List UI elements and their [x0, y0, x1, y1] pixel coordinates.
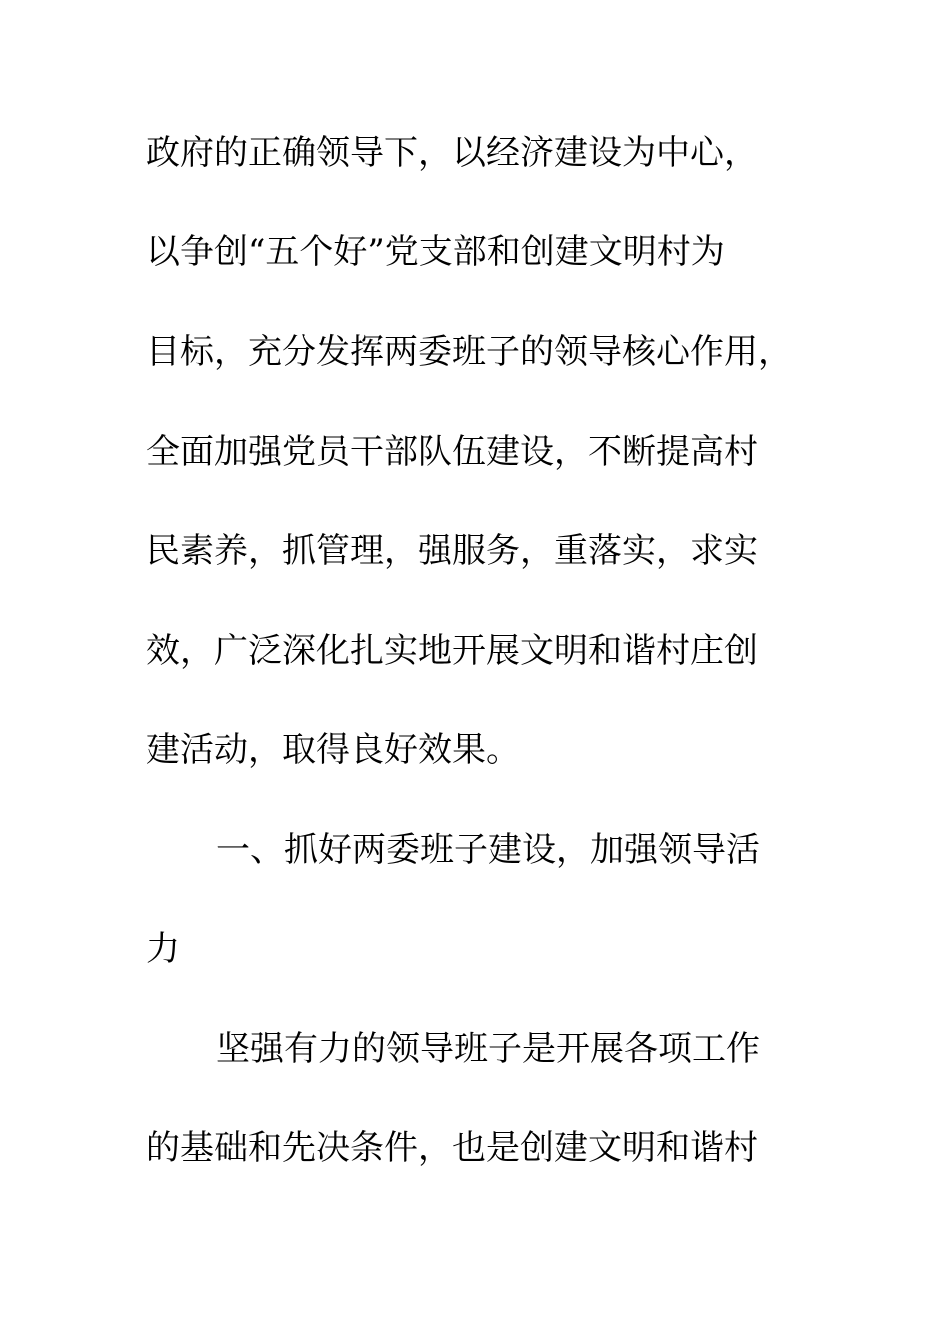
- body-text-line: 目标，充分发挥两委班子的领导核心作用，: [146, 332, 792, 372]
- body-text-line: 坚强有力的领导班子是开展各项工作: [216, 1029, 760, 1069]
- section-heading-line: 一、抓好两委班子建设，加强领导活: [216, 830, 760, 870]
- body-text-line: 效，广泛深化扎实地开展文明和谐村庄创: [146, 631, 758, 671]
- body-text-line: 民素养，抓管理，强服务，重落实，求实: [146, 531, 758, 571]
- section-heading-line: 力: [146, 929, 180, 969]
- body-text-line: 全面加强党员干部队伍建设，不断提高村: [146, 432, 758, 472]
- body-text-line: 政府的正确领导下，以经济建设为中心，: [146, 133, 758, 173]
- body-text-line: 建活动，取得良好效果。: [146, 730, 520, 770]
- body-text-line: 以争创“五个好”党支部和创建文明村为: [146, 232, 725, 272]
- body-text-line: 的基础和先决条件，也是创建文明和谐村: [146, 1128, 758, 1168]
